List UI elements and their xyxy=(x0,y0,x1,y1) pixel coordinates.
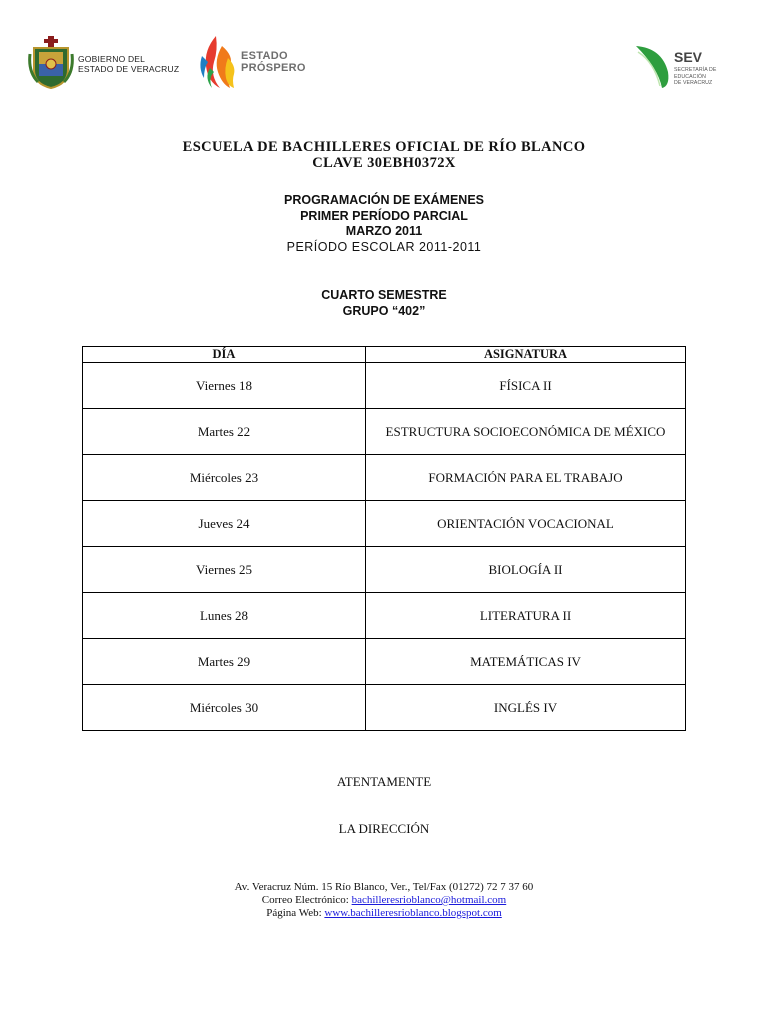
cell-dia: Martes 22 xyxy=(83,409,366,455)
cell-asignatura: MATEMÁTICAS IV xyxy=(366,639,686,685)
table-row xyxy=(83,685,686,731)
footer-web-label: Página Web: xyxy=(266,907,325,919)
footer-web-line xyxy=(0,907,768,920)
table-row xyxy=(83,409,686,455)
cell-asignatura: LITERATURA II xyxy=(366,593,686,639)
column-header-asignatura: ASIGNATURA xyxy=(366,347,686,363)
school-name: ESCUELA DE BACHILLERES OFICIAL DE RÍO BLANCO xyxy=(182,139,586,155)
footer-email-link[interactable]: bachilleresrioblanco@hotmail.com xyxy=(351,894,507,906)
footer-email-line xyxy=(0,894,768,907)
sev-logo-subtitle-line1: SECRETARÍA DE EDUCACIÓN xyxy=(674,67,717,80)
sev-logo xyxy=(632,42,742,90)
table-header-row xyxy=(83,347,686,363)
sev-logo-subtitle-line2: DE VERACRUZ xyxy=(674,80,713,86)
sev-logo-title: SEV xyxy=(674,49,703,65)
table-row xyxy=(83,593,686,639)
column-header-dia: DÍA xyxy=(83,347,366,363)
school-header xyxy=(0,139,768,171)
table-row xyxy=(83,363,686,409)
sev-leaf-icon xyxy=(632,42,672,90)
program-partial: PRIMER PERÍODO PARCIAL xyxy=(300,208,468,223)
footer-address: Av. Veracruz Núm. 15 Río Blanco, Ver., Tel/Fax (01272) 72 7 37 60 xyxy=(234,881,534,893)
program-school-period: PERÍODO ESCOLAR 2011-2011 xyxy=(286,239,482,254)
cell-dia: Miércoles 30 xyxy=(83,685,366,731)
cell-asignatura: BIOLOGÍA II xyxy=(366,547,686,593)
cell-dia: Lunes 28 xyxy=(83,593,366,639)
program-title: PROGRAMACIÓN DE EXÁMENES xyxy=(283,193,485,207)
exam-program-heading xyxy=(0,193,768,255)
program-month: MARZO 2011 xyxy=(345,224,423,238)
closing-atentamente: ATENTAMENTE xyxy=(336,774,432,789)
footer-web-link[interactable]: www.bachilleresrioblanco.blogspot.com xyxy=(324,907,502,919)
prospero-flame-icon xyxy=(196,32,238,92)
table-row xyxy=(83,501,686,547)
cell-dia: Martes 29 xyxy=(83,639,366,685)
prospero-logo-line1: ESTADO xyxy=(241,50,288,62)
table-row xyxy=(83,639,686,685)
semester-label: CUARTO SEMESTRE xyxy=(321,288,447,302)
cell-dia: Viernes 18 xyxy=(83,363,366,409)
cell-asignatura: ESTRUCTURA SOCIOECONÓMICA DE MÉXICO xyxy=(366,409,686,455)
cell-dia: Miércoles 23 xyxy=(83,455,366,501)
footer-email-label: Correo Electrónico: xyxy=(261,894,352,906)
veracruz-logo-line2: ESTADO DE VERACRUZ xyxy=(78,64,180,74)
prospero-logo-line2: PRÓSPERO xyxy=(241,62,306,74)
cell-asignatura: FORMACIÓN PARA EL TRABAJO xyxy=(366,455,686,501)
table-row xyxy=(83,547,686,593)
cell-dia: Jueves 24 xyxy=(83,501,366,547)
cell-dia: Viernes 25 xyxy=(83,547,366,593)
school-clave: CLAVE 30EBH0372X xyxy=(312,155,456,171)
gobierno-veracruz-logo xyxy=(28,34,188,90)
cell-asignatura: INGLÉS IV xyxy=(366,685,686,731)
closing-direccion: LA DIRECCIÓN xyxy=(338,821,430,836)
footer-contact xyxy=(0,881,768,920)
veracruz-logo-line1: GOBIERNO DEL xyxy=(78,54,146,64)
cell-asignatura: ORIENTACIÓN VOCACIONAL xyxy=(366,501,686,547)
estado-prospero-logo xyxy=(196,32,316,92)
group-heading xyxy=(0,288,768,319)
veracruz-coat-of-arms-icon xyxy=(28,34,74,90)
exam-schedule-table xyxy=(82,346,686,731)
table-row xyxy=(83,455,686,501)
group-label: GRUPO “402” xyxy=(342,303,426,318)
cell-asignatura: FÍSICA II xyxy=(366,363,686,409)
